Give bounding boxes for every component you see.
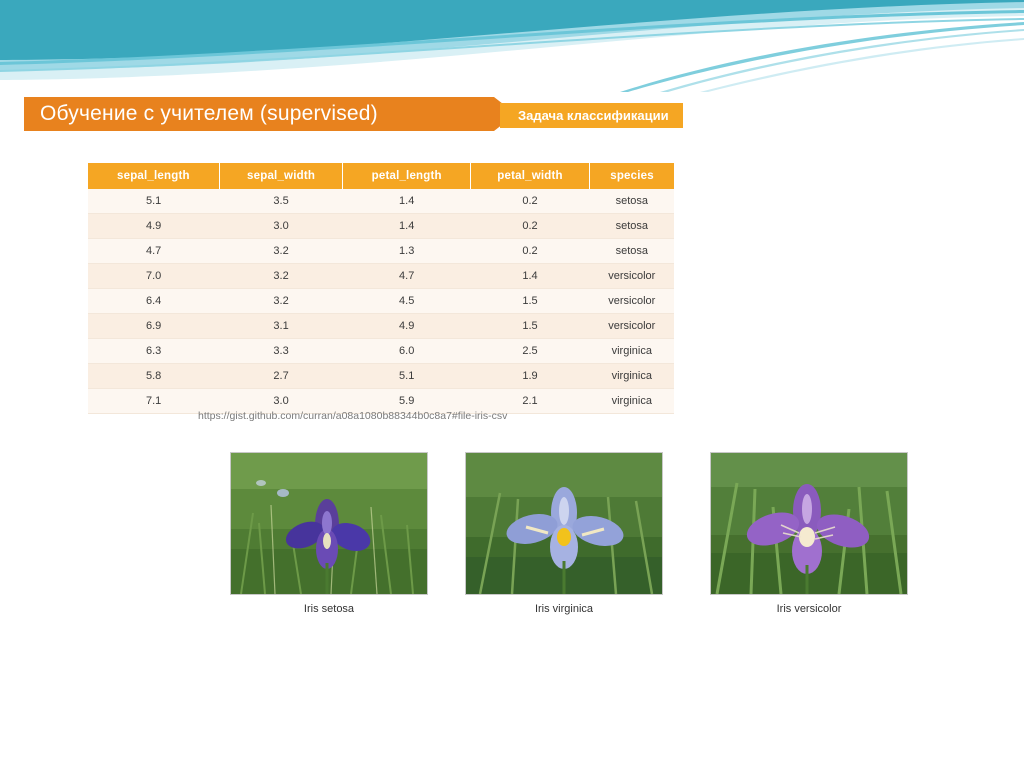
cell-petal-width: 0.2: [470, 239, 589, 264]
cell-sepal-length: 5.8: [88, 364, 219, 389]
cell-petal-length: 4.5: [343, 289, 471, 314]
table-row: [88, 189, 674, 214]
cell-petal-length: 6.0: [343, 339, 471, 364]
column-header-petal-length: petal_length: [343, 163, 471, 189]
cell-sepal-width: 3.2: [219, 289, 343, 314]
photo-item-setosa: [230, 452, 428, 615]
cell-species: setosa: [590, 214, 674, 239]
source-url-link[interactable]: https://gist.github.com/curran/a08a1080b88344b0c8a7#file-iris-csv: [198, 410, 508, 422]
cell-sepal-length: 6.3: [88, 339, 219, 364]
cell-sepal-length: 4.7: [88, 239, 219, 264]
table-head: [88, 163, 674, 189]
cell-petal-length: 4.7: [343, 264, 471, 289]
photo-gallery: [0, 452, 1024, 622]
photo-caption: Iris setosa: [303, 603, 355, 615]
photo-frame-setosa: [230, 452, 428, 595]
cell-petal-width: 0.2: [470, 214, 589, 239]
cell-petal-width: 1.5: [470, 289, 589, 314]
column-header-petal-width: petal_width: [470, 163, 589, 189]
iris-virginica-photo-icon: [466, 453, 662, 594]
table-row: [88, 239, 674, 264]
column-header-sepal-length: sepal_length: [88, 163, 219, 189]
cell-sepal-length: 6.9: [88, 314, 219, 339]
cell-petal-length: 1.4: [343, 189, 471, 214]
cell-sepal-width: 3.2: [219, 239, 343, 264]
cell-sepal-width: 3.5: [219, 189, 343, 214]
header-decoration: [0, 0, 1024, 92]
slide-subtitle-band: [500, 103, 683, 128]
photo-item-versicolor: [710, 452, 908, 615]
iris-table: [88, 163, 674, 414]
cell-petal-width: 1.5: [470, 314, 589, 339]
cell-petal-length: 1.3: [343, 239, 471, 264]
cell-sepal-length: 7.0: [88, 264, 219, 289]
cell-species: setosa: [590, 239, 674, 264]
photo-frame-versicolor: [710, 452, 908, 595]
cell-sepal-width: 3.1: [219, 314, 343, 339]
cell-petal-length: 5.9: [343, 389, 471, 414]
cell-petal-length: 5.1: [343, 364, 471, 389]
table-row: [88, 289, 674, 314]
cell-petal-width: 1.9: [470, 364, 589, 389]
cell-species: virginica: [590, 389, 674, 414]
photo-caption: Iris virginica: [534, 603, 594, 615]
column-header-sepal-width: sepal_width: [219, 163, 343, 189]
cell-sepal-length: 5.1: [88, 189, 219, 214]
cell-species: versicolor: [590, 264, 674, 289]
cell-species: setosa: [590, 189, 674, 214]
cell-petal-width: 2.5: [470, 339, 589, 364]
table-row: [88, 214, 674, 239]
table-row: [88, 314, 674, 339]
cell-species: virginica: [590, 364, 674, 389]
cell-petal-width: 1.4: [470, 264, 589, 289]
photo-item-virginica: [465, 452, 663, 615]
header-swoosh-icon: [0, 0, 1024, 92]
iris-table-container: [88, 163, 674, 414]
page-title: Обучение с учителем (supervised): [40, 102, 378, 125]
slide-title-band: [24, 97, 494, 131]
cell-species: versicolor: [590, 314, 674, 339]
cell-petal-length: 4.9: [343, 314, 471, 339]
photo-caption: Iris versicolor: [776, 603, 842, 615]
iris-setosa-photo-icon: [231, 453, 427, 594]
cell-sepal-length: 4.9: [88, 214, 219, 239]
cell-sepal-width: 3.2: [219, 264, 343, 289]
cell-petal-length: 1.4: [343, 214, 471, 239]
column-header-species: species: [590, 163, 674, 189]
cell-sepal-length: 6.4: [88, 289, 219, 314]
cell-sepal-length: 7.1: [88, 389, 219, 414]
table-row: [88, 339, 674, 364]
subtitle-label: Задача классификации: [518, 108, 669, 123]
cell-petal-width: 0.2: [470, 189, 589, 214]
table-row: [88, 364, 674, 389]
table-row: [88, 264, 674, 289]
cell-species: virginica: [590, 339, 674, 364]
cell-sepal-width: 2.7: [219, 364, 343, 389]
photo-frame-virginica: [465, 452, 663, 595]
cell-sepal-width: 3.3: [219, 339, 343, 364]
cell-species: versicolor: [590, 289, 674, 314]
table-header-row: [88, 163, 674, 189]
cell-sepal-width: 3.0: [219, 389, 343, 414]
cell-petal-width: 2.1: [470, 389, 589, 414]
cell-sepal-width: 3.0: [219, 214, 343, 239]
table-body: [88, 189, 674, 414]
iris-versicolor-photo-icon: [711, 453, 907, 594]
